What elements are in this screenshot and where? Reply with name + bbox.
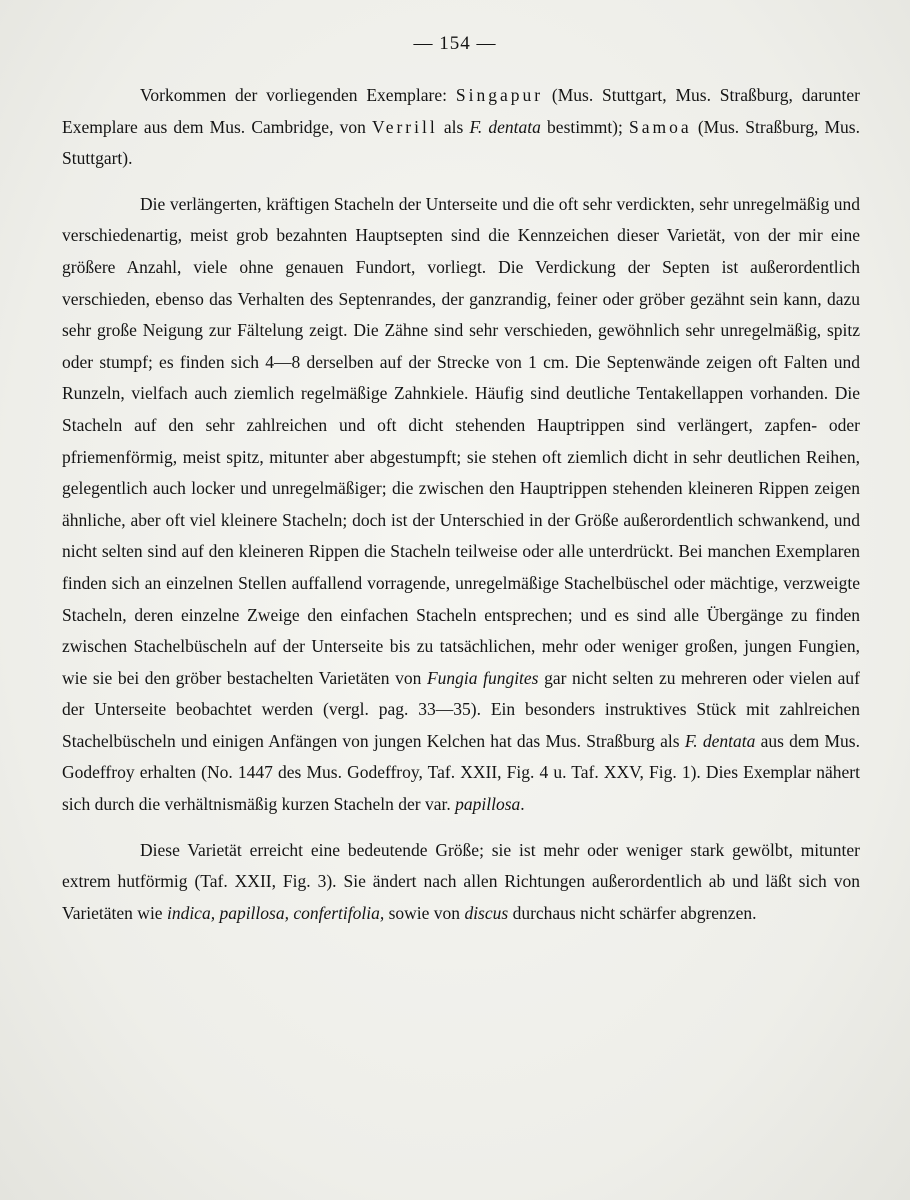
species-name: F. dentata <box>469 116 541 137</box>
paragraph-description <box>62 189 860 821</box>
body-text <box>62 80 860 929</box>
text-span: Vorkommen der vorliegenden Exemplare: <box>140 85 456 105</box>
text-span: gar nicht selten zu mehreren oder vielen auf der Unterseite beobachtet werden (vergl. pag. 33—35). Ein besonders instruktives Stück mit zahlreichen Stachelbüscheln und einigen Anfängen von jungen Kelchen hat das Mus. Straßburg als <box>62 667 861 751</box>
variety-name: papillosa <box>455 794 521 815</box>
paragraph-occurrence <box>62 80 860 175</box>
author-verrill: Verrill <box>372 116 438 137</box>
species-name: Fungia fungites <box>426 667 539 688</box>
text-span: Diese Varietät erreicht eine bedeutende Größe; sie ist mehr oder weniger stark gewölbt, mitunter extrem hutförmig (Taf. XXII, Fig. 3). Sie ändert nach allen Richtungen außerordentlich ab und läßt sich von Varietäten wie <box>62 839 860 923</box>
text-span: . <box>520 794 525 815</box>
variety-name: discus <box>464 902 509 923</box>
text-span: sowie von <box>384 902 465 923</box>
paragraph-variation <box>62 835 860 930</box>
text-span: durchaus nicht schärfer abgrenzen. <box>508 902 757 923</box>
page-number: — 154 — <box>413 33 497 54</box>
text-span: (Mus. Straßburg, Mus. Stuttgart). <box>62 116 860 169</box>
species-name: F. dentata <box>684 730 756 751</box>
locality-singapur: Singapur <box>455 85 544 105</box>
text-span: (Mus. Stuttgart, Mus. Straßburg, darunter Exemplare aus dem Mus. Cambridge, von <box>62 85 860 137</box>
text-span: aus dem Mus. Godeffroy erhalten (No. 1447 des Mus. Godeffroy, Taf. XXII, Fig. 4 u. Taf. XXV, Fig. 1). Dies Exemplar nähert sich durch die verhältnismäßig kurzen Stacheln der var. <box>62 730 860 815</box>
variety-names: indica, papillosa, confertifolia, <box>166 902 385 923</box>
text-span: als <box>437 116 470 137</box>
text-span: Die verlängerten, kräftigen Stacheln der Unterseite und die oft sehr verdickten, sehr unregelmäßig und verschiedenartig, meist grob bezahnten Hauptsepten sind die Kennzeichen dieser Varietät, von der mir eine größere Anzahl, viele ohne genauen Fundort, vorliegt. Die Verdickung der Septen ist außerordentlich verschieden, ebenso das Verhalten des Septenrandes, der ganzrandig, feiner oder gröber gezähnt sein kann, dazu sehr große Neigung zur Fältelung zeigt. Die Zähne sind sehr verschieden, gewöhnlich sehr unregelmäßig, spitz oder stumpf; es finden sich 4—8 derselben auf der Strecke von 1 cm. Die Septenwände zeigen oft Falten und Runzeln, vielfach auch ziemlich regelmäßige Zahnkiele. Häufig sind deutliche Tentakellappen vorhanden. Die Stacheln auf den sehr zahlreichen und oft dicht stehenden Hauptrippen sind verlängert, zapfen- oder pfriemenförmig, meist spitz, mitunter aber abgestumpft; sie stehen oft ziemlich dicht in sehr deutlichen Reihen, gelegentlich auch locker und unregelmäßiger; die zwischen den Hauptrippen stehenden kleineren Rippen zeigen ähnliche, aber oft viel kleinere Stacheln; doch ist der Unterschied in der Größe außerordentlich schwankend, und nicht selten sind auf den kleineren Rippen die Stacheln teilweise oder alle unterdrückt. Bei manchen Exemplaren finden sich an einzelnen Stellen auffallend vorragende, unregelmäßige Stachelbüschel oder mächtige, verzweigte Stacheln, deren einzelne Zweige den einfachen Stacheln entsprechen; und es sind alle Übergänge zu finden zwischen Stachelbüscheln auf der Unterseite bis zu tatsächlichen, mehr oder weniger großen, jungen Fungien, wie sie bei den gröber bestachelten Varietäten von <box>62 193 860 688</box>
locality-samoa: Samoa <box>629 116 692 137</box>
text-span: bestimmt); <box>540 116 630 137</box>
